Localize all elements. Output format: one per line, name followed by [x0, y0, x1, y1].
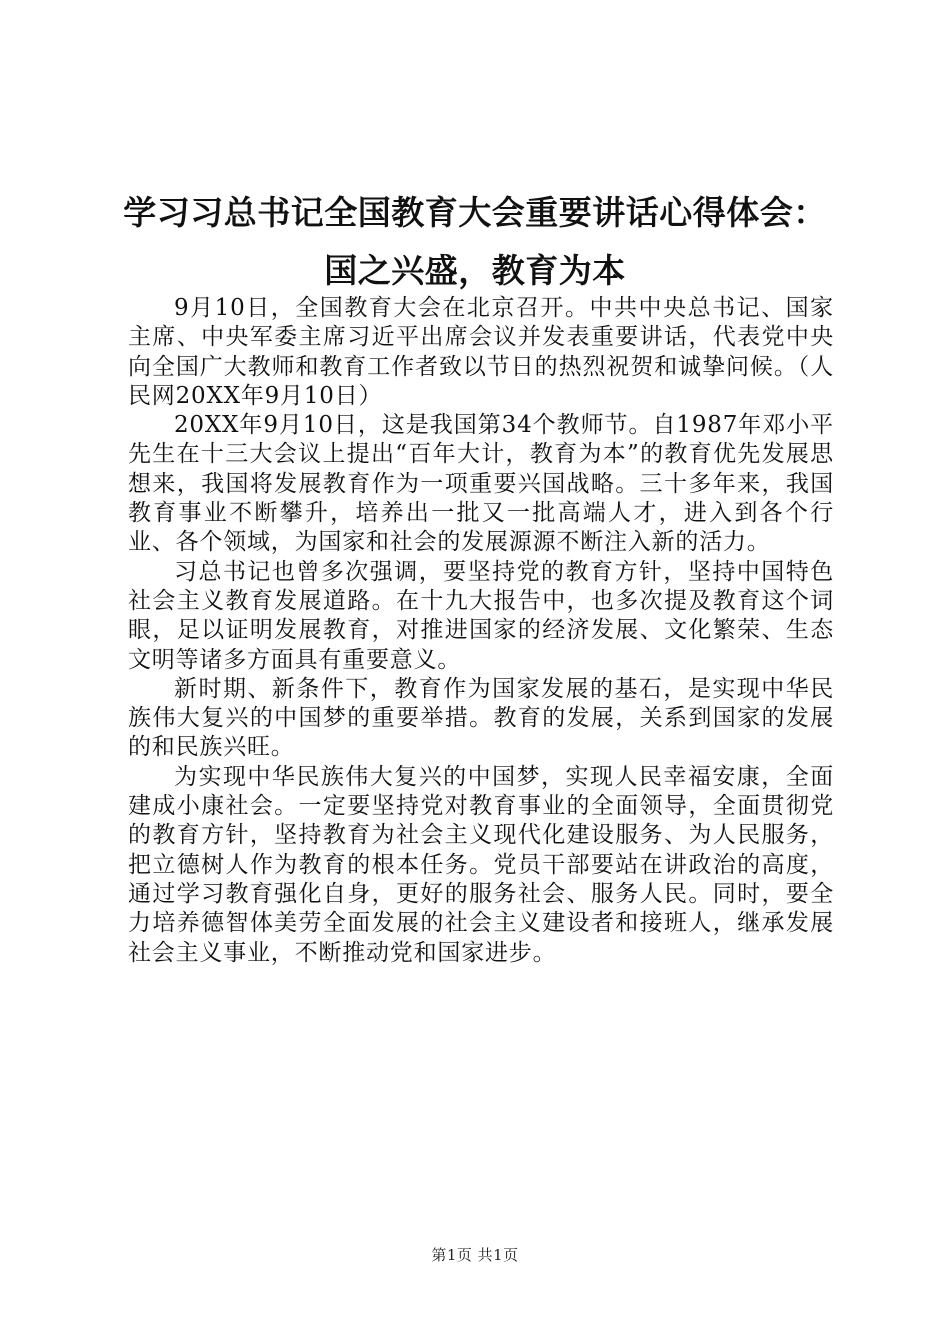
body-paragraph-1: 9月10日，全国教育大会在北京召开。中共中央总书记、国家主席、中央军委主席习近平出席会议并发表重要讲话，代表党中央向全国广大教师和教育工作者致以节日的热烈祝贺和诚挚问候。（人民网20XX年9月10日） [128, 295, 834, 409]
body-paragraph-2: 20XX年9月10日，这是我国第34个教师节。自1987年邓小平先生在十三大会议上提出“百年大计，教育为本”的教育优先发展思想来，我国将发展教育作为一项重要兴国战略。三十多年来，我国教育事业不断攀升，培养出一批又一批高端人才，进入到各个行业、各个领域，为国家和社会的发展源源不断注入新的活力。 [128, 412, 834, 556]
document-title-line-1: 学习习总书记全国教育大会重要讲话心得体会： [123, 193, 827, 232]
document-title-line-2: 国之兴盛，教育为本 [324, 251, 626, 290]
body-paragraph-3: 习总书记也曾多次强调，要坚持党的教育方针，坚持中国特色社会主义教育发展道路。在十九大报告中，也多次提及教育这个词眼，足以证明发展教育，对推进国家的经济发展、文化繁荣、生态文明等诸多方面具有重要意义。 [128, 558, 834, 673]
page-number-footer: 第1页 共1页 [431, 1246, 519, 1264]
document-body [128, 294, 834, 968]
body-paragraph-5: 为实现中华民族伟大复兴的中国梦，实现人民幸福安康，全面建成小康社会。一定要坚持党对教育事业的全面领导，全面贯彻党的教育方针，坚持教育为社会主义现代化建设服务、为人民服务，把立德树人作为教育的根本任务。党员干部要站在讲政治的高度，通过学习教育强化自身，更好的服务社会、服务人民。同时，要全力培养德智体美劳全面发展的社会主义建设者和接班人，继承发展社会主义事业，不断推动党和国家进步。 [128, 763, 834, 966]
body-paragraph-4: 新时期、新条件下，教育作为国家发展的基石，是实现中华民族伟大复兴的中国梦的重要举措。教育的发展，关系到国家的发展的和民族兴旺。 [128, 675, 834, 761]
